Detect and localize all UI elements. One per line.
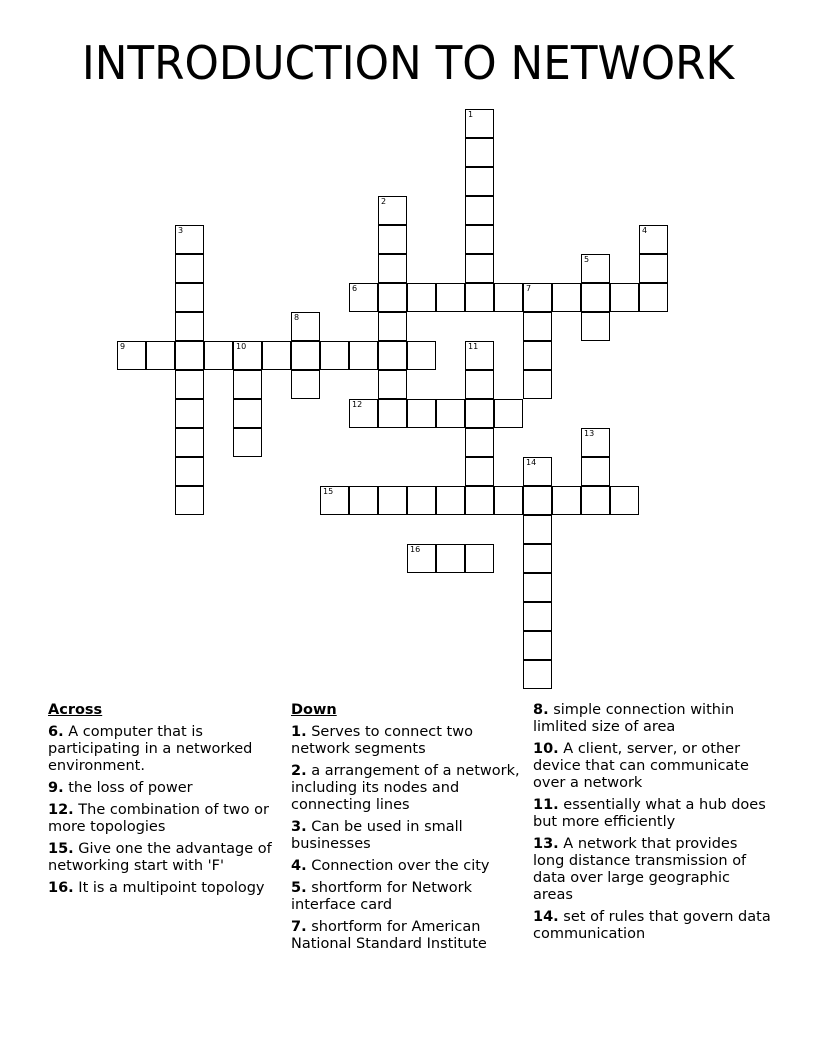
crossword-cell[interactable] [175, 428, 204, 457]
clue-item [533, 836, 773, 904]
clue-text: Connection over the city [311, 858, 490, 874]
crossword-cell[interactable] [175, 283, 204, 312]
clue-text: set of rules that govern data communication [533, 909, 771, 942]
crossword-cell[interactable] [465, 457, 494, 486]
clue-item [291, 819, 521, 853]
crossword-cell[interactable] [465, 428, 494, 457]
crossword-cell[interactable] [523, 457, 552, 486]
crossword-cell[interactable] [581, 457, 610, 486]
crossword-cell[interactable] [233, 341, 262, 370]
crossword-cell[interactable] [407, 283, 436, 312]
crossword-cell[interactable] [233, 428, 262, 457]
crossword-cell[interactable] [581, 254, 610, 283]
clue-text: shortform for American National Standard Institute [291, 919, 487, 952]
crossword-cell[interactable] [378, 283, 407, 312]
clue-number: 12. [48, 802, 74, 818]
crossword-cell[interactable] [581, 312, 610, 341]
clue-number: 1. [291, 724, 307, 740]
crossword-cell[interactable] [291, 312, 320, 341]
crossword-cell[interactable] [494, 399, 523, 428]
crossword-cell[interactable] [581, 486, 610, 515]
crossword-cell[interactable] [378, 370, 407, 399]
cell-number: 8 [294, 313, 300, 322]
crossword-cell[interactable] [436, 486, 465, 515]
crossword-cell[interactable] [523, 283, 552, 312]
crossword-cell[interactable] [523, 660, 552, 689]
crossword-cell[interactable] [639, 254, 668, 283]
clue-text: The combination of two or more topologies [48, 802, 269, 835]
crossword-cell[interactable] [233, 399, 262, 428]
clue-text: It is a multipoint topology [78, 880, 265, 896]
clue-text: Can be used in small businesses [291, 819, 463, 852]
cell-number: 9 [120, 342, 126, 351]
clue-text: simple connection within limlited size of area [533, 702, 735, 735]
crossword-cell[interactable] [204, 341, 233, 370]
across-heading: Across [48, 702, 103, 718]
crossword-cell[interactable] [175, 312, 204, 341]
crossword-cell[interactable] [378, 196, 407, 225]
crossword-cell[interactable] [349, 486, 378, 515]
cell-number: 1 [468, 110, 474, 119]
cell-number: 13 [584, 429, 595, 438]
crossword-cell[interactable] [610, 486, 639, 515]
page-title: INTRODUCTION TO NETWORK [81, 36, 735, 90]
crossword-cell[interactable] [552, 283, 581, 312]
clue-number: 16. [48, 880, 74, 896]
crossword-cell[interactable] [610, 283, 639, 312]
clue-item [533, 741, 773, 792]
crossword-cell[interactable] [639, 283, 668, 312]
clue-item [48, 780, 278, 797]
clue-item [48, 802, 278, 836]
clue-item [533, 797, 773, 831]
crossword-cell[interactable] [581, 283, 610, 312]
clue-text: essentially what a hub does but more efficiently [533, 797, 766, 830]
crossword-cell[interactable] [465, 370, 494, 399]
crossword-cell[interactable] [639, 225, 668, 254]
clue-text: a arrangement of a network, including its nodes and connecting lines [291, 763, 520, 813]
crossword-cell[interactable] [291, 370, 320, 399]
crossword-cell[interactable] [523, 312, 552, 341]
crossword-cell[interactable] [349, 341, 378, 370]
clue-item [291, 724, 521, 758]
crossword-cell[interactable] [523, 515, 552, 544]
crossword-cell[interactable] [465, 225, 494, 254]
clue-item [291, 880, 521, 914]
crossword-cell[interactable] [523, 573, 552, 602]
cell-number: 10 [236, 342, 247, 351]
crossword-cell[interactable] [494, 486, 523, 515]
across-clues [48, 702, 278, 902]
clue-number: 8. [533, 702, 549, 718]
crossword-cell[interactable] [465, 109, 494, 138]
crossword-cell[interactable] [523, 341, 552, 370]
clue-text: the loss of power [68, 780, 193, 796]
crossword-cell[interactable] [465, 283, 494, 312]
clue-number: 15. [48, 841, 74, 857]
clue-number: 13. [533, 836, 559, 852]
crossword-cell[interactable] [494, 283, 523, 312]
clue-item [48, 841, 278, 875]
crossword-cell[interactable] [465, 196, 494, 225]
crossword-cell[interactable] [349, 283, 378, 312]
clue-text: A computer that is participating in a networked environment. [48, 724, 253, 774]
clue-text: A network that provides long distance transmission of data over large geographic areas [533, 836, 747, 903]
clue-item [48, 724, 278, 775]
clue-text: Serves to connect two network segments [291, 724, 473, 757]
crossword-cell[interactable] [320, 486, 349, 515]
crossword-cell[interactable] [581, 428, 610, 457]
crossword-cell[interactable] [320, 341, 349, 370]
crossword-cell[interactable] [175, 225, 204, 254]
crossword-cell[interactable] [465, 341, 494, 370]
crossword-cell[interactable] [378, 225, 407, 254]
crossword-cell[interactable] [378, 254, 407, 283]
clue-item [291, 858, 521, 875]
cell-number: 12 [352, 400, 363, 409]
crossword-cell[interactable] [175, 399, 204, 428]
cell-number: 2 [381, 197, 387, 206]
crossword-cell[interactable] [523, 602, 552, 631]
crossword-cell[interactable] [465, 486, 494, 515]
crossword-cell[interactable] [378, 341, 407, 370]
clue-item [291, 763, 521, 814]
cell-number: 5 [584, 255, 590, 264]
clue-item [48, 880, 278, 897]
crossword-cell[interactable] [523, 370, 552, 399]
cell-number: 14 [526, 458, 537, 467]
crossword-cell[interactable] [146, 341, 175, 370]
cell-number: 6 [352, 284, 358, 293]
clue-number: 9. [48, 780, 64, 796]
clue-text: Give one the advantage of networking start with 'F' [48, 841, 272, 874]
cell-number: 4 [642, 226, 648, 235]
crossword-cell[interactable] [465, 544, 494, 573]
crossword-cell[interactable] [436, 399, 465, 428]
crossword-cell[interactable] [523, 631, 552, 660]
down-clues [291, 702, 521, 958]
crossword-cell[interactable] [465, 138, 494, 167]
crossword-cell[interactable] [378, 399, 407, 428]
crossword-cell[interactable] [175, 341, 204, 370]
clue-item [533, 702, 773, 736]
crossword-cell[interactable] [378, 486, 407, 515]
crossword-cell[interactable] [175, 486, 204, 515]
crossword-cell[interactable] [465, 399, 494, 428]
clue-item [291, 919, 521, 953]
crossword-cell[interactable] [407, 341, 436, 370]
clue-number: 14. [533, 909, 559, 925]
crossword-cell[interactable] [436, 544, 465, 573]
crossword-cell[interactable] [552, 486, 581, 515]
crossword-cell[interactable] [407, 486, 436, 515]
crossword-cell[interactable] [407, 399, 436, 428]
clue-text: shortform for Network interface card [291, 880, 472, 913]
clue-number: 7. [291, 919, 307, 935]
clue-text: A client, server, or other device that can communicate over a network [533, 741, 749, 791]
cell-number: 16 [410, 545, 421, 554]
crossword-cell[interactable] [465, 254, 494, 283]
clue-number: 3. [291, 819, 307, 835]
crossword-cell[interactable] [523, 486, 552, 515]
crossword-cell[interactable] [117, 341, 146, 370]
down-heading: Down [291, 702, 337, 718]
clue-number: 5. [291, 880, 307, 896]
clue-number: 6. [48, 724, 64, 740]
crossword-cell[interactable] [291, 341, 320, 370]
crossword-cell[interactable] [523, 544, 552, 573]
crossword-cell[interactable] [349, 399, 378, 428]
crossword-cell[interactable] [436, 283, 465, 312]
cell-number: 15 [323, 487, 334, 496]
clue-number: 11. [533, 797, 559, 813]
cell-number: 11 [468, 342, 479, 351]
crossword-cell[interactable] [175, 457, 204, 486]
crossword-cell[interactable] [175, 370, 204, 399]
cell-number: 7 [526, 284, 532, 293]
down-clues-continued [533, 702, 773, 948]
crossword-cell[interactable] [233, 370, 262, 399]
clue-number: 10. [533, 741, 559, 757]
clue-number: 2. [291, 763, 307, 779]
crossword-cell[interactable] [465, 167, 494, 196]
clue-item [533, 909, 773, 943]
clue-number: 4. [291, 858, 307, 874]
cell-number: 3 [178, 226, 184, 235]
crossword-cell[interactable] [175, 254, 204, 283]
crossword-cell[interactable] [262, 341, 291, 370]
crossword-cell[interactable] [407, 544, 436, 573]
crossword-cell[interactable] [378, 312, 407, 341]
